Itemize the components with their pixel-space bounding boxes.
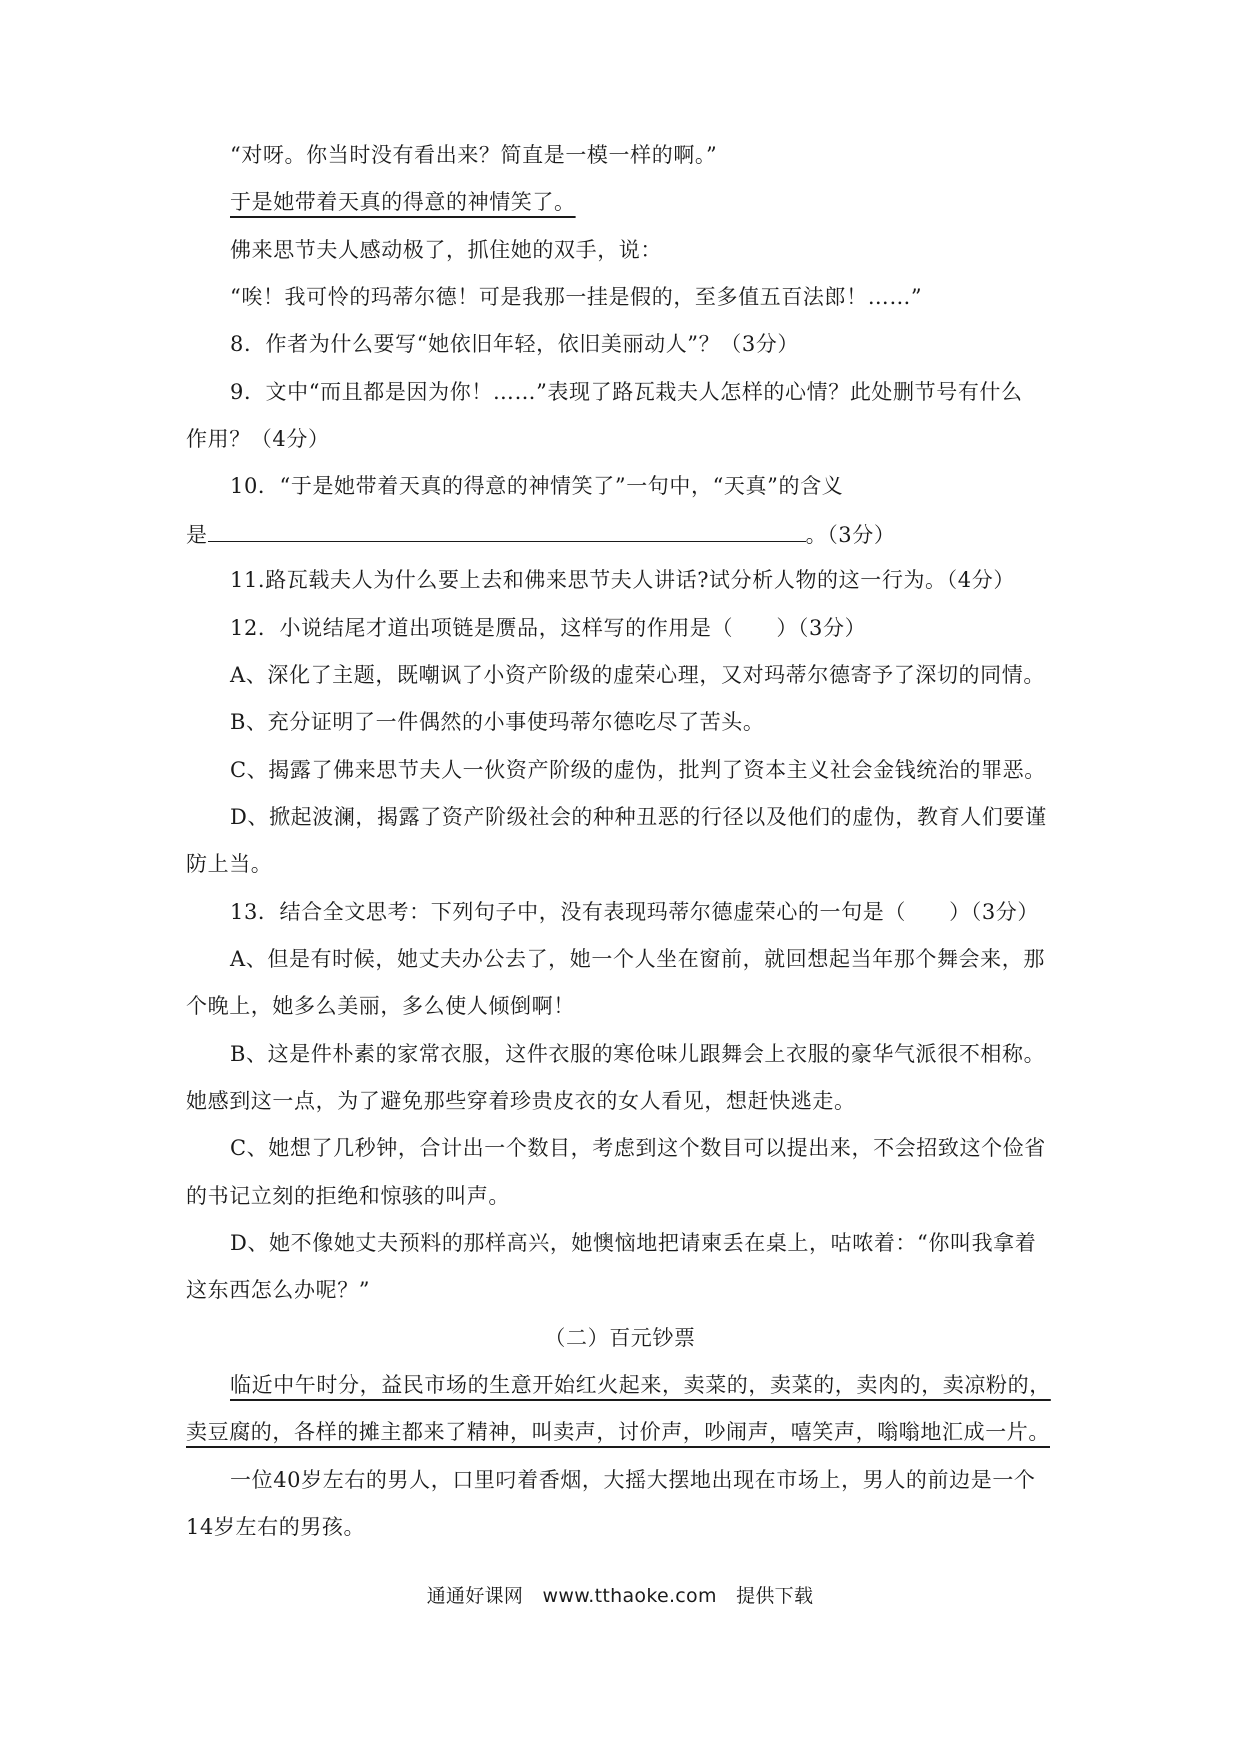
story-paragraph-continued: 14岁左右的男孩。 — [186, 1515, 366, 1539]
section-title: （二）百元钞票 — [544, 1326, 696, 1350]
question-9-continued: 作用？（4分） — [186, 427, 330, 451]
question-13-option-d: D、她不像她丈夫预料的那样高兴，她懊恼地把请柬丢在桌上，咕哝着：“你叫我拿着 — [230, 1231, 1037, 1255]
question-13-option-b: B、这是件朴素的家常衣服，这件衣服的寒伧味儿跟舞会上衣服的豪华气派很不相称。 — [230, 1042, 1046, 1066]
question-12-option-d: D、掀起波澜，揭露了资产阶级社会的种种丑恶的行径以及他们的虚伪，教育人们要谨 — [230, 805, 1047, 829]
answer-blank[interactable] — [208, 519, 806, 542]
question-9: 9．文中“而且都是因为你！……”表现了路瓦栽夫人怎样的心情？此处删节号有什么 — [230, 380, 1023, 404]
question-10-answer-line — [186, 519, 895, 549]
question-13-option-b-continued: 她感到这一点，为了避免那些穿着珍贵皮衣的女人看见，想赶快逃走。 — [186, 1089, 856, 1113]
question-13-option-c-continued: 的书记立刻的拒绝和惊骇的叫声。 — [186, 1184, 510, 1208]
question-13-option-c: C、她想了几秒钟，合计出一个数目，考虑到这个数目可以提出来，不会招致这个俭省 — [230, 1136, 1046, 1160]
question-13-option-a: A、但是有时候，她丈夫办公去了，她一个人坐在窗前，就回想起当年那个舞会来，那 — [230, 947, 1045, 971]
dialogue-line: “对呀。你当时没有看出来？简直是一模一样的啊。” — [230, 143, 718, 167]
question-13-option-d-continued: 这东西怎么办呢？” — [186, 1278, 371, 1302]
question-8: 8．作者为什么要写“她依旧年轻，依旧美丽动人”？（3分） — [230, 332, 799, 356]
question-13-option-a-continued: 个晚上，她多么美丽，多么使人倾倒啊！ — [186, 994, 575, 1018]
page-footer: 通通好课网 www.tthaoke.com 提供下载 — [426, 1585, 814, 1607]
question-10-score: 。（3分） — [805, 523, 896, 547]
question-12-option-c: C、揭露了佛来思节夫人一伙资产阶级的虚伪，批判了资本主义社会金钱统治的罪恶。 — [230, 758, 1046, 782]
underlined-paragraph: 临近中午时分，益民市场的生意开始红火起来，卖菜的，卖菜的，卖肉的，卖凉粉的， — [230, 1373, 1051, 1397]
dialogue-line: “唉！我可怜的玛蒂尔德！可是我那一挂是假的，至多值五百法郎！……” — [230, 285, 923, 309]
question-12-option-b: B、充分证明了一件偶然的小事使玛蒂尔德吃尽了苦头。 — [230, 710, 765, 734]
narration-line: 佛来思节夫人感动极了，抓住她的双手，说： — [230, 238, 662, 262]
underlined-paragraph-continued: 卖豆腐的，各样的摊主都来了精神，叫卖声，讨价声，吵闹声，嘻笑声，嗡嗡地汇成一片。 — [186, 1420, 1050, 1444]
question-12-option-a: A、深化了主题，既嘲讽了小资产阶级的虚荣心理，又对玛蒂尔德寄予了深切的同情。 — [230, 663, 1045, 687]
story-paragraph: 一位40岁左右的男人，口里叼着香烟，大摇大摆地出现在市场上，男人的前边是一个 — [230, 1468, 1036, 1492]
question-12-option-d-continued: 防上当。 — [186, 852, 273, 876]
question-10: 10．“于是她带着天真的得意的神情笑了”一句中，“天真”的含义 — [230, 474, 844, 498]
underlined-sentence: 于是她带着天真的得意的神情笑了。 — [230, 190, 576, 214]
question-13: 13．结合全文思考：下列句子中，没有表现玛蒂尔德虚荣心的一句是（ ）（3分） — [230, 900, 1039, 924]
question-11: 11.路瓦载夫人为什么要上去和佛来思节夫人讲话?试分析人物的这一行为。（4分） — [230, 568, 1015, 592]
question-10-prefix: 是 — [186, 523, 208, 547]
question-12: 12．小说结尾才道出项链是赝品，这样写的作用是（ ）（3分） — [230, 616, 867, 640]
